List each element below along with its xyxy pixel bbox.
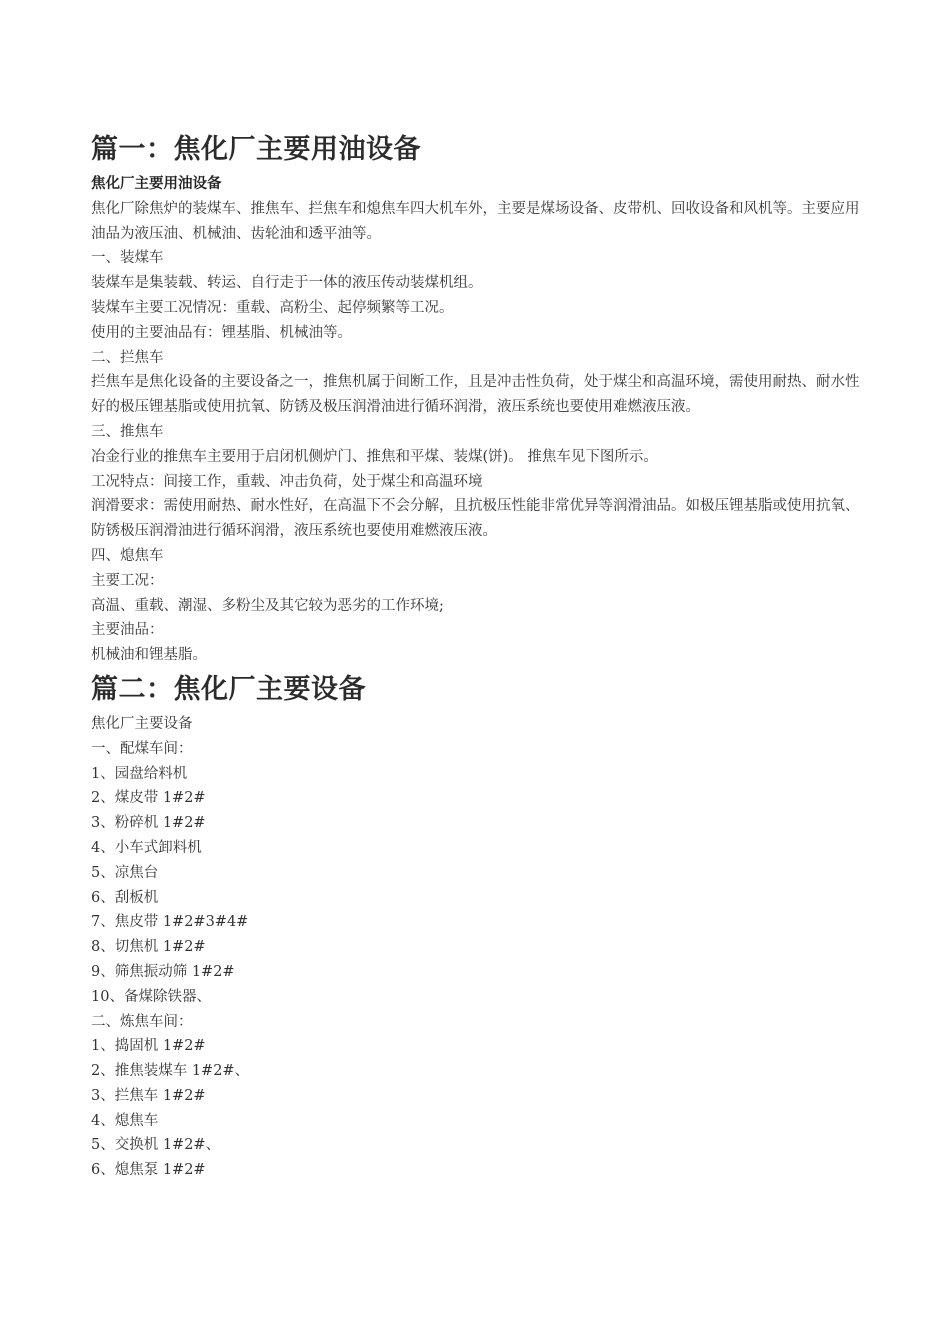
paragraph: 主要油品：	[91, 622, 164, 639]
paragraph: 工况特点：间接工作，重载、冲击负荷，处于煤尘和高温环境	[91, 473, 483, 490]
paragraph: 装煤车是集装载、转运、自行走于一体的液压传动装煤机组。	[91, 275, 483, 292]
paragraph: 主要工况：	[91, 572, 164, 589]
paragraph: 机械油和锂基脂。	[91, 647, 207, 664]
list-item: 2、煤皮带 1#2#	[91, 790, 206, 807]
list-item: 3、粉碎机 1#2#	[91, 815, 206, 832]
list-item: 5、交换机 1#2#、	[91, 1137, 221, 1154]
list-item: 7、焦皮带 1#2#3#4#	[91, 914, 249, 931]
list-item: 4、熄焦车	[91, 1112, 159, 1129]
section-2-title: 篇二：焦化厂主要设备	[91, 673, 366, 705]
section-2	[91, 668, 866, 1183]
list-item: 10、备煤除铁器、	[91, 988, 211, 1005]
list-item: 4、小车式卸料机	[91, 839, 202, 856]
list-item: 9、筛焦振动筛 1#2#	[91, 963, 235, 980]
section-1	[91, 128, 866, 668]
section-1-title: 篇一：焦化厂主要用油设备	[91, 134, 421, 165]
list-item: 1、园盘给料机	[91, 765, 188, 782]
paragraph: 一、装煤车	[91, 250, 164, 267]
paragraph: 焦化厂除焦炉的装煤车、推焦车、拦焦车和熄焦车四大机车外，主要是煤场设备、皮带机、回收设备和风机等。主要应用油品为液压油、机械油、齿轮油和透平油等。	[91, 200, 860, 242]
document-page	[91, 128, 866, 1183]
paragraph: 使用的主要油品有：锂基脂、机械油等。	[91, 324, 352, 341]
section-2-subtitle: 焦化厂主要设备	[91, 715, 193, 732]
list-item: 5、凉焦台	[91, 864, 159, 881]
list-item: 3、拦焦车 1#2#	[91, 1087, 206, 1104]
list-item: 8、切焦机 1#2#	[91, 939, 206, 956]
list-item: 一、配煤车间：	[91, 740, 193, 757]
paragraph: 三、推焦车	[91, 423, 164, 440]
paragraph: 冶金行业的推焦车主要用于启闭机侧炉门、推焦和平煤、装煤(饼)。 推焦车见下图所示。	[91, 448, 658, 465]
list-item: 二、炼焦车间：	[91, 1013, 193, 1030]
paragraph: 二、拦焦车	[91, 349, 164, 366]
paragraph: 四、熄焦车	[91, 547, 164, 564]
list-item: 6、熄焦泵 1#2#	[91, 1162, 206, 1179]
list-item: 6、刮板机	[91, 889, 159, 906]
list-item: 1、捣固机 1#2#	[91, 1038, 206, 1055]
paragraph: 拦焦车是焦化设备的主要设备之一，推焦机属于间断工作，且是冲击性负荷，处于煤尘和高温环境，需使用耐热、耐水性好的极压锂基脂或使用抗氧、防锈及极压润滑油进行循环润滑，液压系统也要使用难燃液压液。	[91, 374, 860, 416]
list-item: 2、推焦装煤车 1#2#、	[91, 1063, 250, 1080]
paragraph: 装煤车主要工况情况：重载、高粉尘、起停频繁等工况。	[91, 299, 454, 316]
paragraph: 润滑要求：需使用耐热、耐水性好，在高温下不会分解，且抗极压性能非常优异等润滑油品。如极压锂基脂或使用抗氧、防锈极压润滑油进行循环润滑，液压系统也要使用难燃液压液。	[91, 498, 860, 540]
section-1-subtitle: 焦化厂主要用油设备	[91, 175, 222, 192]
paragraph: 高温、重载、潮湿、多粉尘及其它较为恶劣的工作环境;	[91, 597, 444, 614]
